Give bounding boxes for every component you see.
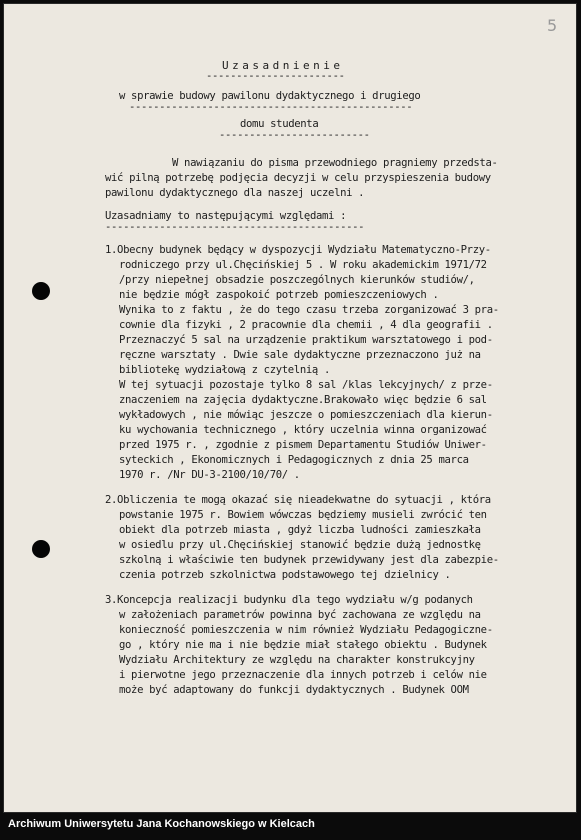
punch-hole [32, 540, 50, 558]
title-underline: ----------------------- [206, 70, 345, 82]
point-1-line: bibliotekę wydziałową z czytelnią . [119, 364, 330, 376]
document-subtitle: w sprawie budowy pawilonu dydaktycznego i drugiego [119, 90, 421, 102]
subtitle-underline: ----------------------------------------------- [129, 101, 413, 113]
point-1-line: syteckich , Ekonomicznych i Pedagogicznych z dnia 25 marca [119, 454, 469, 466]
point-2-line: 2.Obliczenia te mogą okazać się nieadekwatne do sytuacji , która [105, 494, 491, 506]
page-number: 5 [547, 16, 558, 35]
point-1-line: znaczeniem na zajęcia dydaktyczne.Brakowało więc będzie 6 sal [119, 394, 487, 406]
point-1-line: rodniczego przy ul.Chęcińskiej 5 . W roku akademickim 1971/72 [119, 259, 487, 271]
point-1-line: /przy niepełnej obsadzie poszczególnych kierunków studiów/, [119, 274, 475, 286]
point-1-line: ku wychowania technicznego , który uczelnia winna organizować [119, 424, 487, 436]
point-2-line: czenia potrzeb szkolnictwa podstawowego tej dzielnicy . [119, 569, 451, 581]
intro-line: pawilonu dydaktycznego dla naszej uczelni . [105, 187, 365, 199]
justification-underline: ------------------------------------------- [105, 221, 365, 233]
point-3-line: 3.Koncepcja realizacji budynku dla tego wydziału w/g podanych [105, 594, 473, 606]
point-1-line: Przeznaczyć 5 sal na urządzenie praktikum warsztatowego i pod- [119, 334, 493, 346]
point-1-line: przed 1975 r. , zgodnie z pismem Departamentu Studiów Uniwer- [119, 439, 487, 451]
intro-line: W nawiązaniu do pisma przewodniego pragniemy przedsta- [172, 157, 498, 169]
point-2-line: obiekt dla potrzeb miasta , gdyż liczba ludności zamieszkała [119, 524, 481, 536]
point-1-line: wykładowych , nie mówiąc jeszcze o pomieszczeniach dla kierun- [119, 409, 493, 421]
point-1-line: ręczne warsztaty . Dwie sale dydaktyczne przeznaczono już na [119, 349, 481, 361]
point-3-line: może być adaptowany do funkcji dydaktycznych . Budynek OOM [119, 684, 469, 696]
intro-line: wić pilną potrzebę podjęcia decyzji w celu przyspieszenia budowy [105, 172, 491, 184]
point-3-line: Wydziału Architektury ze względu na charakter konstrukcyjny [119, 654, 475, 666]
point-3-line: i pierwotne jego przeznaczenie dla innych potrzeb i celów nie [119, 669, 487, 681]
point-1-line: W tej sytuacji pozostaje tylko 8 sal /klas lekcyjnych/ z prze- [119, 379, 493, 391]
point-1-line: nie będzie mógł zaspokoić potrzeb pomieszczeniowych . [119, 289, 439, 301]
point-1-line: Wynika to z faktu , że do tego czasu trzeba zorganizować 3 pra- [119, 304, 499, 316]
point-3-line: konieczność pomieszczenia w nim również Wydziału Pedagogiczne- [119, 624, 493, 636]
point-1-line: 1970 r. /Nr DU-3-2100/10/70/ . [119, 469, 300, 481]
subtitle-2-underline: ------------------------- [219, 129, 370, 141]
point-2-line: w osiedlu przy ul.Chęcińskiej stanowić będzie dużą jednostkę [119, 539, 481, 551]
point-1-line: cownie dla fizyki , 2 pracownie dla chemii , 4 dla geografii . [119, 319, 493, 331]
point-3-line: go , który nie ma i nie będzie miał stałego obiektu . Budynek [119, 639, 487, 651]
document-page [3, 3, 577, 813]
archive-footer: Archiwum Uniwersytetu Jana Kochanowskiego w Kielcach [8, 818, 315, 830]
point-1-line: 1.Obecny budynek będący w dyspozycji Wydziału Matematyczno-Przy- [105, 244, 491, 256]
point-2-line: szkolną i właściwie ten budynek przewidywany jest dla zabezpie- [119, 554, 499, 566]
punch-hole [32, 282, 50, 300]
document-subtitle-2: domu studenta [240, 118, 319, 130]
point-2-line: powstanie 1975 r. Bowiem wówczas będziemy musieli zwrócić ten [119, 509, 487, 521]
justification-heading: Uzasadniamy to następującymi względami : [105, 210, 347, 222]
document-title: Uzasadnienie [222, 59, 344, 72]
point-3-line: w założeniach parametrów powinna być zachowana ze względu na [119, 609, 481, 621]
